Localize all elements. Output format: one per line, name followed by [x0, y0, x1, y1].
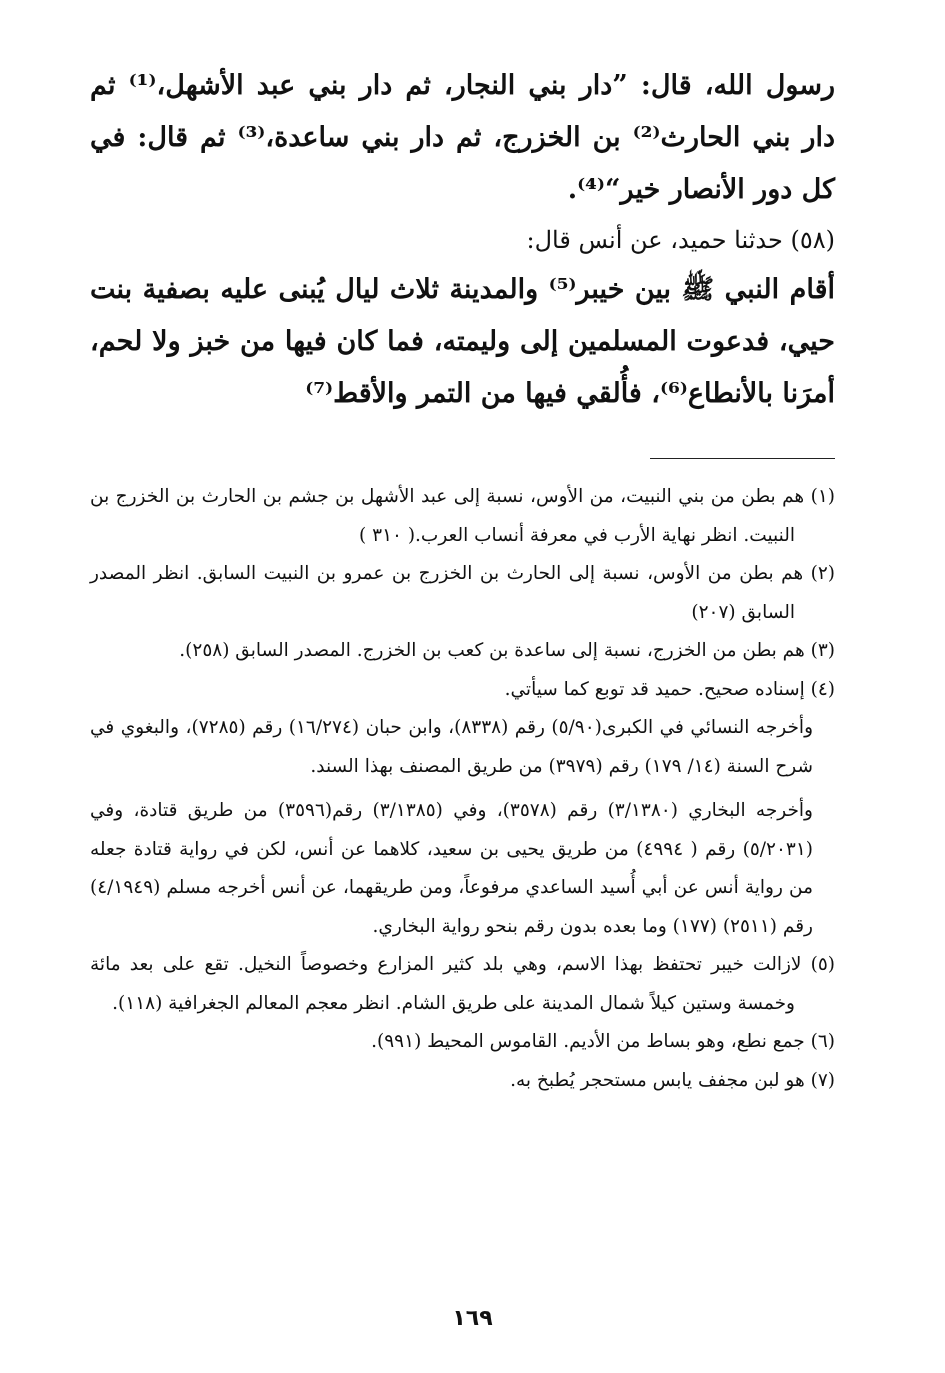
footnote-2: (٢) هم بطن من الأوس، نسبة إلى الحارث بن الخزرج بن عمرو بن النبيت السابق. انظر المصدر السابق (٢٠٧): [90, 563, 835, 623]
footnote-divider: [650, 458, 835, 459]
hadith-58-isnad: (٥٨) حدثنا حميد، عن أنس قال:: [526, 226, 835, 254]
main-text: [90, 60, 835, 420]
footnote-4-part-2: وأخرجه النسائي في الكبرى(٥/٩٠) رقم (٨٣٣٨)، وابن حبان (١٦/٢٧٤) رقم (٧٢٨٥)، والبغوي في شرح السنة (١٤/ ١٧٩) رقم (٣٩٧٩) من طريق المصنف بهذا السند.: [90, 717, 813, 777]
hadith-58-matn: أقام النبي ﷺ بين خيبر⁽⁵⁾ والمدينة ثلاث ليال يُبنى عليه بصفية بنت حيي، فدعوت المسلمين إلى وليمته، فما كان فيها من خبز ولا لحم، أمرَنا بالأنطاع⁽⁶⁾، فأُلقي فيها من التمر والأقط⁽⁷⁾: [90, 274, 835, 409]
footnotes: [90, 478, 835, 1100]
footnote-3: (٣) هم بطن من الخزرج، نسبة إلى ساعدة بن كعب بن الخزرج. المصدر السابق (٢٥٨).: [179, 640, 835, 661]
footnote-6: (٦) جمع نطع، وهو بساط من الأديم. القاموس المحيط (٩٩١).: [371, 1031, 835, 1052]
footnote-4-part-3: وأخرجه البخاري (٣/١٣٨٠) رقم (٣٥٧٨)، وفي (٣/١٣٨٥) رقم(٣٥٩٦) من طريق قتادة، وفي (٥/٢٠٣١) رقم ( ٤٩٩٤) من طريق يحيى بن سعيد، كلاهما عن أنس، لكن في رواية قتادة جعله من رواية أنس عن أبي أُسيد الساعدي مرفوعاً، ومن طريقهما، عن أنس أخرجه مسلم (٤/١٩٤٩) رقم (٢٥١١) (١٧٧) وما بعده بدون رقم بنحو رواية البخاري.: [90, 800, 813, 937]
footnote-4: (٤) إسناده صحيح. حميد قد توبع كما سيأتي.: [504, 678, 835, 700]
footnote-1: (١) هم بطن من بني النبيت، من الأوس، نسبة إلى عبد الأشهل بن جشم بن الحارث بن الخزرج بن النبيت. انظر نهاية الأرب في معرفة أنساب العرب.( ٣١٠ ): [90, 486, 835, 546]
footnote-7: (٧) هو لبن مجفف يابس مستحجر يُطبخ به.: [510, 1069, 835, 1091]
footnote-5: (٥) لازالت خيبر تحتفظ بهذا الاسم، وهي بلد كثير المزارع وخصوصاً النخيل. تقع على بعد مائة وخمسة وستين كيلاً شمال المدينة على طريق الشام. انظر معجم المعالم الجغرافية (١١٨).: [90, 954, 835, 1014]
hadith-57-ending: رسول الله، قال: ”دار بني النجار، ثم دار بني عبد الأشهل،⁽¹⁾ ثم دار بني الحارث⁽²⁾ بن الخزرج، ثم دار بني ساعدة،⁽³⁾ ثم قال: في كل دور الأنصار خير“⁽⁴⁾.: [90, 70, 835, 205]
page-number: ١٦٩: [452, 1306, 493, 1331]
